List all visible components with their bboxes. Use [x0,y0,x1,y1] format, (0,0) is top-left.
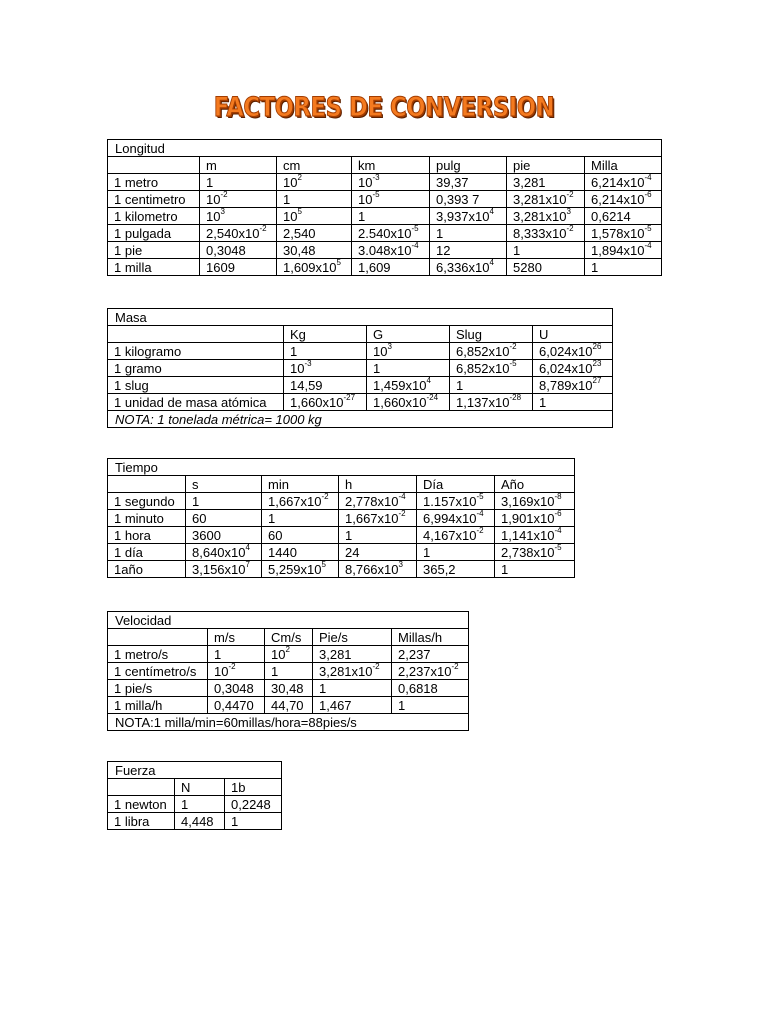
header-cell [108,326,284,343]
header-cell: Slug [450,326,533,343]
value-cell: 1 [450,377,533,394]
header-cell: Kg [284,326,367,343]
value-cell: 2,540 [277,225,352,242]
table-row [108,796,282,813]
table-row [108,225,662,242]
fuerza-table [107,761,282,830]
table-row [108,174,662,191]
value-cell: $6,852x10^{-2}$ [450,343,533,360]
table-row [108,646,469,663]
table-title-row [108,459,575,476]
value-cell: $2,738x10^{-5}$ [495,544,575,561]
value-cell: 1 [417,544,495,561]
value-cell: 1 [392,697,469,714]
value-cell: 60 [262,527,339,544]
table-row [108,813,282,830]
header-cell: pie [507,157,585,174]
table-row [108,663,469,680]
value-cell: 4,448 [175,813,225,830]
value-cell: $6,024x10^{23}$ [533,360,613,377]
header-row [108,476,575,493]
value-cell: 12 [430,242,507,259]
value-cell: $8,640x10^4$ [186,544,262,561]
value-cell: $1,141x10^{-4}$ [495,527,575,544]
value-cell: 24 [339,544,417,561]
table-row [108,191,662,208]
value-cell: 0,6214 [585,208,662,225]
value-cell: $1,894x10^{-4}$ [585,242,662,259]
value-cell: 1 [430,225,507,242]
row-label-cell: 1 milla [108,259,200,276]
row-label-cell: 1 kilogramo [108,343,284,360]
value-cell: $10^{-5}$ [352,191,430,208]
row-label-cell: 1 libra [108,813,175,830]
row-label-cell: 1 gramo [108,360,284,377]
note-row [108,714,469,731]
table-title-row [108,612,469,629]
value-cell: 0,4470 [208,697,265,714]
table-row [108,394,613,411]
value-cell: $1,459x10^4$ [367,377,450,394]
value-cell: $1,667x10^{-2}$ [262,493,339,510]
value-cell: $2.540x10^{-5}$ [352,225,430,242]
value-cell: 1 [284,343,367,360]
table-row [108,561,575,578]
row-label-cell: 1 newton [108,796,175,813]
value-cell: 1 [352,208,430,225]
header-cell [108,629,208,646]
value-cell: 1 [262,510,339,527]
header-row [108,629,469,646]
header-cell: s [186,476,262,493]
table-row [108,208,662,225]
header-cell: m/s [208,629,265,646]
table-row [108,377,613,394]
velocidad-table [107,611,469,731]
table-note: NOTA:1 milla/min=60millas/hora=88pies/s [108,714,469,731]
value-cell: $3,281x10^{-2}$ [313,663,392,680]
note-row [108,411,613,428]
row-label-cell: 1 milla/h [108,697,208,714]
value-cell: 0,393 7 [430,191,507,208]
table-row [108,360,613,377]
value-cell: 44,70 [265,697,313,714]
value-cell: $1,609x10^5$ [277,259,352,276]
masa-table [107,308,613,428]
header-cell: min [262,476,339,493]
value-cell: 39,37 [430,174,507,191]
header-cell [108,157,200,174]
header-cell: m [200,157,277,174]
header-cell: Pie/s [313,629,392,646]
value-cell: 3,281 [507,174,585,191]
value-cell: $8,766x10^3$ [339,561,417,578]
header-cell: N [175,779,225,796]
header-cell: pulg [430,157,507,174]
row-label-cell: 1año [108,561,186,578]
value-cell: $1,660x10^{-24}$ [367,394,450,411]
row-label-cell: 1 pie/s [108,680,208,697]
value-cell: 1 [225,813,282,830]
header-cell: U [533,326,613,343]
value-cell: $10^{-2}$ [200,191,277,208]
value-cell: $10^2$ [265,646,313,663]
table-title-row [108,762,282,779]
value-cell: 1 [495,561,575,578]
value-cell: $5,259x10^5$ [262,561,339,578]
value-cell: 30,48 [277,242,352,259]
table-row [108,343,613,360]
header-cell: Día [417,476,495,493]
value-cell: 1 [367,360,450,377]
header-cell: Año [495,476,575,493]
value-cell: $1,667x10^{-2}$ [339,510,417,527]
value-cell: $10^{-2}$ [208,663,265,680]
value-cell: $10^{-3}$ [284,360,367,377]
table-title: Longitud [108,140,662,157]
value-cell: $1.157x10^{-5}$ [417,493,495,510]
header-cell: 1b [225,779,282,796]
value-cell: 0,3048 [208,680,265,697]
value-cell: $1,578x10^{-5}$ [585,225,662,242]
value-cell: $6,024x10^{26}$ [533,343,613,360]
value-cell: $6,214x10^{-6}$ [585,191,662,208]
value-cell: 1,467 [313,697,392,714]
value-cell: $3,281x10^{-2}$ [507,191,585,208]
value-cell: 1 [200,174,277,191]
value-cell: $6,994x10^{-4}$ [417,510,495,527]
value-cell: 3,281 [313,646,392,663]
value-cell: 1 [313,680,392,697]
row-label-cell: 1 metro/s [108,646,208,663]
page-title: FACTORES DE CONVERSION [213,92,555,123]
value-cell: 1 [208,646,265,663]
value-cell: $10^{-3}$ [352,174,430,191]
header-row [108,157,662,174]
table-title: Velocidad [108,612,469,629]
header-cell [108,779,175,796]
header-row [108,779,282,796]
value-cell: 1 [277,191,352,208]
value-cell: 1 [175,796,225,813]
table-row [108,680,469,697]
value-cell: $3,937x10^4$ [430,208,507,225]
value-cell: 60 [186,510,262,527]
value-cell: $6,852x10^{-5}$ [450,360,533,377]
value-cell: $2,540x10^{-2}$ [200,225,277,242]
value-cell: 30,48 [265,680,313,697]
row-label-cell: 1 minuto [108,510,186,527]
header-cell: G [367,326,450,343]
value-cell: 0,3048 [200,242,277,259]
table-title: Masa [108,309,613,326]
longitud-table [107,139,662,276]
value-cell: $10^3$ [367,343,450,360]
table-title-row [108,309,613,326]
value-cell: $2,237x10^{-2}$ [392,663,469,680]
value-cell: 1440 [262,544,339,561]
value-cell: $6,214x10^{-4}$ [585,174,662,191]
value-cell: $2,778x10^{-4}$ [339,493,417,510]
value-cell: 1 [507,242,585,259]
table-title-row [108,140,662,157]
header-cell [108,476,186,493]
value-cell: $1,901x10^{-6}$ [495,510,575,527]
value-cell: $3,169x10^{-8}$ [495,493,575,510]
table-row [108,259,662,276]
table-row [108,510,575,527]
tiempo-table [107,458,575,578]
value-cell: $10^3$ [200,208,277,225]
header-row [108,326,613,343]
value-cell: $8,789x10^{27}$ [533,377,613,394]
value-cell: $1,137x10^{-28}$ [450,394,533,411]
header-cell: h [339,476,417,493]
value-cell: $10^5$ [277,208,352,225]
header-cell: km [352,157,430,174]
row-label-cell: 1 pie [108,242,200,259]
value-cell: 1,609 [352,259,430,276]
value-cell: $3.048x10^{-4}$ [352,242,430,259]
table-row [108,493,575,510]
value-cell: $8,333x10^{-2}$ [507,225,585,242]
row-label-cell: 1 centímetro/s [108,663,208,680]
row-label-cell: 1 hora [108,527,186,544]
table-title: Fuerza [108,762,282,779]
value-cell: 1 [339,527,417,544]
row-label-cell: 1 unidad de masa atómica [108,394,284,411]
value-cell: 14,59 [284,377,367,394]
header-cell: Milla [585,157,662,174]
header-cell: cm [277,157,352,174]
value-cell: $3,281x10^3$ [507,208,585,225]
value-cell: 1 [186,493,262,510]
value-cell: 0,6818 [392,680,469,697]
header-cell: Millas/h [392,629,469,646]
value-cell: $6,336x10^4$ [430,259,507,276]
value-cell: $10^2$ [277,174,352,191]
table-row [108,242,662,259]
table-row [108,527,575,544]
value-cell: $1,660x10^{-27}$ [284,394,367,411]
table-title: Tiempo [108,459,575,476]
value-cell: 365,2 [417,561,495,578]
value-cell: $3,156x10^7$ [186,561,262,578]
table-row [108,697,469,714]
row-label-cell: 1 metro [108,174,200,191]
row-label-cell: 1 kilometro [108,208,200,225]
value-cell: 1 [585,259,662,276]
row-label-cell: 1 slug [108,377,284,394]
value-cell: 1609 [200,259,277,276]
header-cell: Cm/s [265,629,313,646]
row-label-cell: 1 pulgada [108,225,200,242]
row-label-cell: 1 centimetro [108,191,200,208]
value-cell: 1 [265,663,313,680]
value-cell: 1 [533,394,613,411]
table-row [108,544,575,561]
row-label-cell: 1 día [108,544,186,561]
value-cell: 2,237 [392,646,469,663]
value-cell: 3600 [186,527,262,544]
value-cell: 5280 [507,259,585,276]
value-cell: 0,2248 [225,796,282,813]
value-cell: $4,167x10^{-2}$ [417,527,495,544]
table-note: NOTA: 1 tonelada métrica= 1000 kg [108,411,613,428]
row-label-cell: 1 segundo [108,493,186,510]
